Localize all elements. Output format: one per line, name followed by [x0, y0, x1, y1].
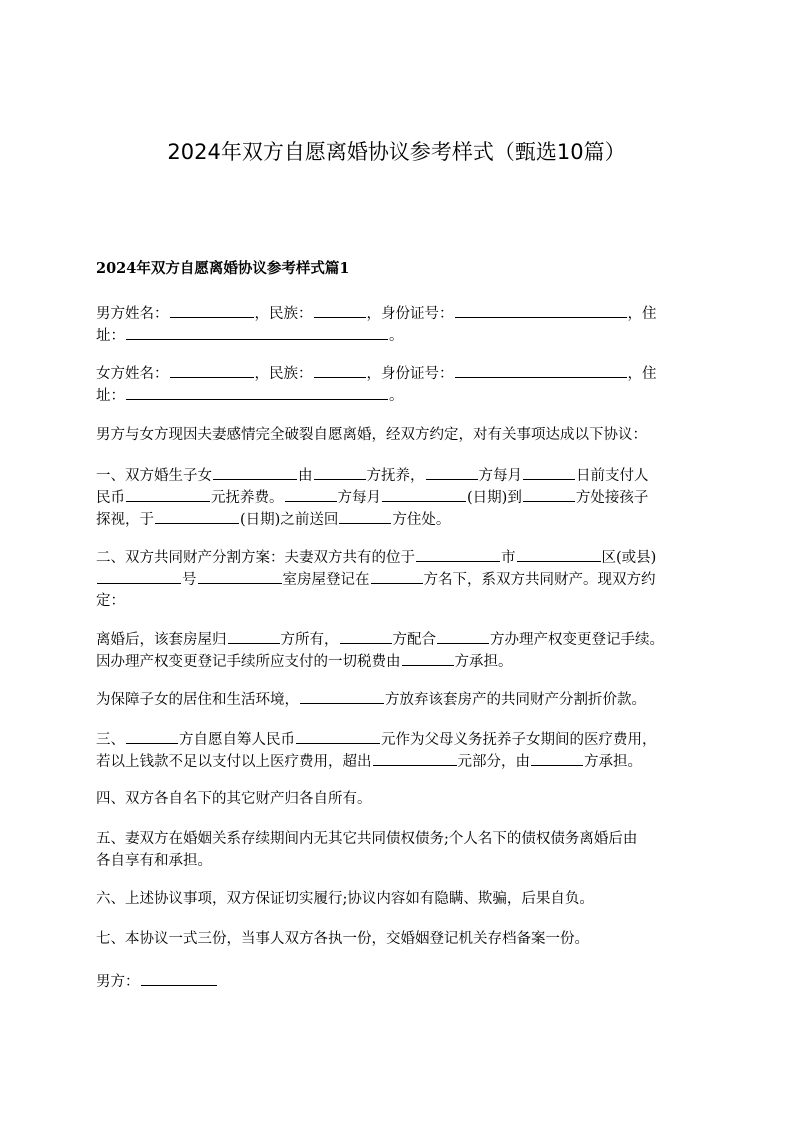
blank-registered-party[interactable]	[371, 568, 423, 584]
intro-paragraph: 男方与女方现因夫妻感情完全破裂自愿离婚，经双方约定，对有关事项达成以下协议：	[96, 427, 647, 443]
article-1: 一、双方婚生子女 由 方抚养， 方每月 日前支付人 民币 元抚养费。 方每月 (日期)到 方处接孩子 探视，于 (日期)之前送回 方住处。	[96, 464, 696, 530]
blank-return-date[interactable]	[155, 508, 239, 524]
blank-wife-ethnicity[interactable]	[314, 362, 366, 378]
wife-info: 女方姓名： ，民族： ，身份证号： ，住 址： 。	[96, 362, 696, 406]
article-3: 三、 方自愿自筹人民币 元作为父母义务抚养子女期间的医疗费用， 若以上钱款不足以支付以上医疗费用，超出 元部分，由 方承担。	[96, 728, 696, 772]
blank-child[interactable]	[213, 464, 297, 480]
blank-excess-party[interactable]	[531, 750, 583, 766]
article-5: 五、妻双方在婚姻关系存续期间内无其它共同债权债务;个人名下的债权债务离婚后由 各自享有和承担。	[96, 831, 638, 869]
article-7: 七、本协议一式三份，当事人双方各执一份，交婚姻登记机关存档备案一份。	[96, 931, 589, 947]
blank-wife-address[interactable]	[126, 384, 388, 400]
blank-payer-party[interactable]	[426, 464, 478, 480]
blank-house-owner[interactable]	[228, 628, 280, 644]
blank-district[interactable]	[517, 546, 601, 562]
blank-tax-party[interactable]	[402, 650, 454, 666]
blank-excess-amount[interactable]	[373, 750, 457, 766]
blank-husband-id[interactable]	[455, 302, 627, 318]
house-paragraph: 离婚后，该套房屋归 方所有， 方配合 方办理产权变更登记手续。 因办理产权变更登记手续所应支付的一切税费由 方承担。	[96, 628, 696, 672]
document-title: 2024年双方自愿离婚协议参考样式（甄选10篇）	[167, 140, 626, 164]
blank-pickup-party[interactable]	[523, 486, 575, 502]
blank-medical-amount[interactable]	[296, 728, 380, 744]
section-heading: 2024年双方自愿离婚协议参考样式篇1	[96, 260, 350, 277]
children-housing-paragraph: 为保障子女的居住和生活环境， 方放弃该套房产的共同财产分割折价款。	[96, 688, 696, 710]
article-4: 四、双方各自名下的其它财产归各自所有。	[96, 791, 372, 807]
blank-city[interactable]	[416, 546, 500, 562]
blank-cooperate-party[interactable]	[340, 628, 392, 644]
blank-medical-party[interactable]	[126, 728, 178, 744]
blank-support-amount[interactable]	[126, 486, 210, 502]
article-2: 二、双方共同财产分割方案：夫妻双方共有的位于 市 区(或县) 号 室房屋登记在 方名下，系双方共同财产。现双方约 定：	[96, 546, 696, 612]
blank-pay-day[interactable]	[523, 464, 575, 480]
blank-visit-date[interactable]	[382, 486, 466, 502]
blank-house-number[interactable]	[97, 568, 181, 584]
blank-husband-signature[interactable]	[141, 970, 217, 986]
blank-husband-ethnicity[interactable]	[314, 302, 366, 318]
blank-custody-party[interactable]	[314, 464, 366, 480]
husband-info: 男方姓名： ，民族： ，身份证号： ，住 址： 。	[96, 302, 696, 346]
blank-wife-id[interactable]	[455, 362, 627, 378]
blank-husband-address[interactable]	[126, 324, 388, 340]
blank-husband-name[interactable]	[170, 302, 254, 318]
signature-line: 男方：	[96, 970, 696, 992]
blank-room-number[interactable]	[198, 568, 282, 584]
blank-wife-name[interactable]	[170, 362, 254, 378]
blank-transfer-party[interactable]	[437, 628, 489, 644]
blank-return-party[interactable]	[339, 508, 391, 524]
blank-visit-party[interactable]	[285, 486, 337, 502]
article-6: 六、上述协议事项，双方保证切实履行;协议内容如有隐瞒、欺骗，后果自负。	[96, 891, 594, 907]
blank-waiver-party[interactable]	[300, 688, 384, 704]
